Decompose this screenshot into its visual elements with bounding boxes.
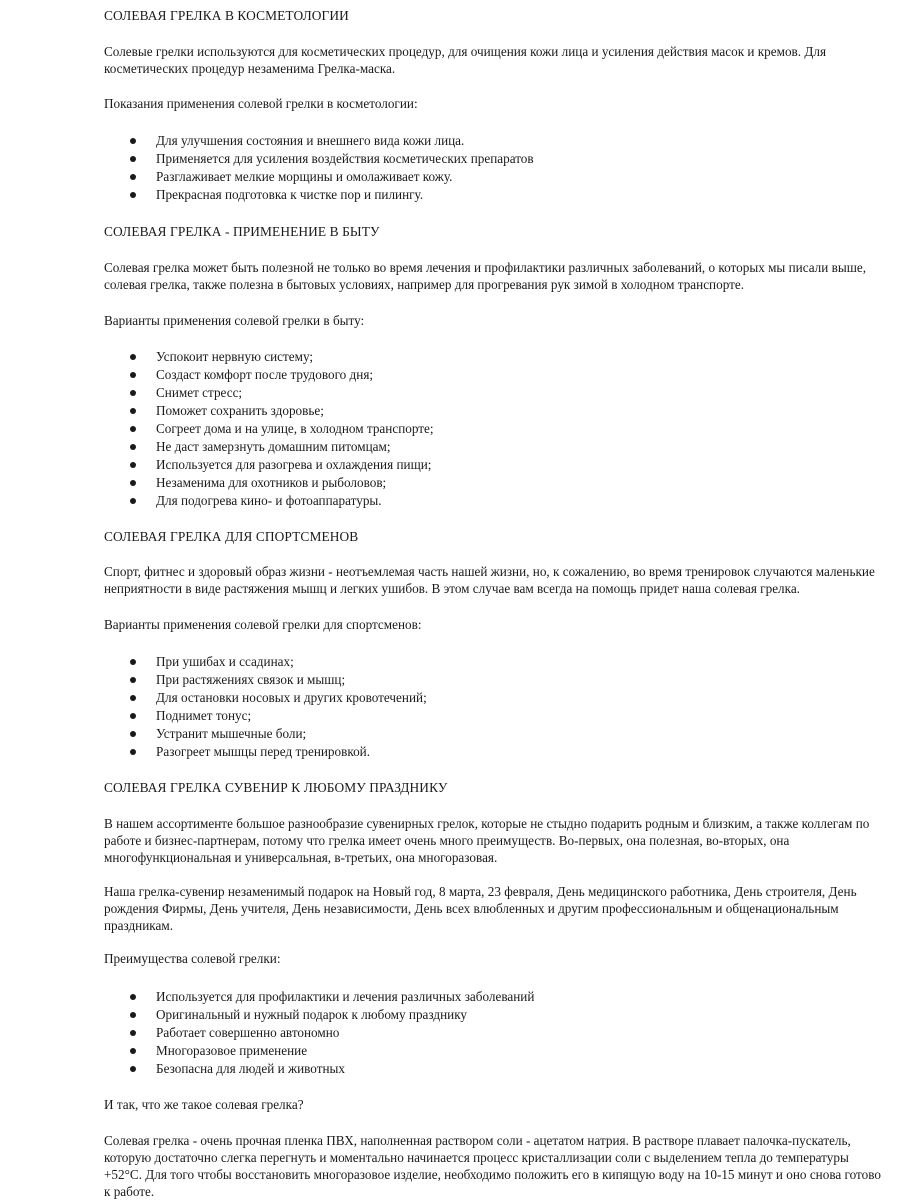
list-item bbox=[104, 1024, 534, 1042]
list-item-text: Поднимет тонус; bbox=[156, 708, 252, 723]
bullet-icon bbox=[130, 994, 136, 1000]
paragraph-what-is-answer: Солевая грелка - очень прочная пленка ПВХ, наполненная раствором соли - ацетатом натрия. В растворе плавает палочка-пускатель, которую достаточно слегка перегнуть и моментально начинается процесс кристаллизации соли с выделением тепла до температуры +52°С. Для того чтобы восстановить многоразовое изделие, необходимо положить его в кипящую воду на 10-15 минут и оно снова готово к работе. bbox=[104, 1133, 881, 1199]
list-item bbox=[104, 384, 434, 402]
section-title-sport: СОЛЕВАЯ ГРЕЛКА ДЛЯ СПОРТСМЕНОВ bbox=[104, 529, 359, 544]
list-item-text: Согреет дома и на улице, в холодном транспорте; bbox=[156, 421, 434, 436]
bullet-icon bbox=[130, 156, 136, 162]
list-item bbox=[104, 420, 434, 438]
bullet-icon bbox=[130, 426, 136, 432]
list-item-text: Для подогрева кино- и фотоаппаратуры. bbox=[156, 493, 382, 508]
bullet-icon bbox=[130, 713, 136, 719]
list-item bbox=[104, 653, 427, 671]
paragraph-souvenir-holidays: Наша грелка-сувенир незаменимый подарок на Новый год, 8 марта, 23 февраля, День медицинского работника, День строителя, День рождения Фирмы, День учителя, День независимости, День всех влюбленных и другим профессиональным и общенациональным праздникам. bbox=[104, 884, 857, 933]
bullet-icon bbox=[130, 462, 136, 468]
bullet-icon bbox=[130, 354, 136, 360]
list-item bbox=[104, 689, 427, 707]
list-caption-cosmetology: Показания применения солевой грелки в косметологии: bbox=[104, 96, 418, 111]
list-item-text: Разглаживает мелкие морщины и омолаживает кожу. bbox=[156, 169, 453, 184]
bullet-icon bbox=[130, 749, 136, 755]
bullet-icon bbox=[130, 659, 136, 665]
bullet-icon bbox=[130, 390, 136, 396]
list-item-text: Не даст замерзнуть домашним питомцам; bbox=[156, 439, 391, 454]
list-item-text: Используется для разогрева и охлаждения пищи; bbox=[156, 457, 432, 472]
list-item bbox=[104, 456, 434, 474]
list-item bbox=[104, 725, 427, 743]
list-household bbox=[104, 348, 434, 510]
list-item-text: Для улучшения состояния и внешнего вида кожи лица. bbox=[156, 133, 465, 148]
bullet-icon bbox=[130, 408, 136, 414]
list-item-text: Снимет стресс; bbox=[156, 385, 243, 400]
list-caption-household: Варианты применения солевой грелки в быту: bbox=[104, 313, 365, 328]
list-item bbox=[104, 988, 534, 1006]
bullet-icon bbox=[130, 174, 136, 180]
paragraph-sport-intro: Спорт, фитнес и здоровый образ жизни - неотъемлемая часть нашей жизни, но, к сожалению, во время тренировок случаются маленькие неприятности в виде растяжения мышц и легких ушибов. В этом случае вам всегда на помощь придет наша солевая грелка. bbox=[104, 564, 875, 596]
bullet-icon bbox=[130, 444, 136, 450]
list-item-text: Многоразовое применение bbox=[156, 1043, 308, 1058]
list-item bbox=[104, 474, 434, 492]
list-item-text: Работает совершенно автономно bbox=[156, 1025, 340, 1040]
bullet-icon bbox=[130, 1012, 136, 1018]
list-item bbox=[104, 186, 534, 204]
list-item-text: При ушибах и ссадинах; bbox=[156, 654, 294, 669]
list-item-text: Успокоит нервную систему; bbox=[156, 349, 314, 364]
paragraph-household-intro: Солевая грелка может быть полезной не только во время лечения и профилактики различных заболеваний, о которых мы писали выше, солевая грелка, также полезна в бытовых условиях, например для прогревания рук зимой в холодном транспорте. bbox=[104, 260, 867, 292]
paragraph-souvenir-intro: В нашем ассортименте большое разнообразие сувенирных грелок, которые не стыдно подарить родным и близким, а также коллегам по работе и бизнес-партнерам, потому что грелка имеет очень много преимуществ. Во-первых, она полезная, во-вторых, она многофункциональная и универсальная, в-третьих, она многоразовая. bbox=[104, 816, 870, 865]
list-caption-souvenir: Преимущества солевой грелки: bbox=[104, 951, 281, 966]
section-title-souvenir: СОЛЕВАЯ ГРЕЛКА СУВЕНИР К ЛЮБОМУ ПРАЗДНИКУ bbox=[104, 780, 448, 795]
list-item bbox=[104, 438, 434, 456]
list-item bbox=[104, 366, 434, 384]
bullet-icon bbox=[130, 1066, 136, 1072]
list-item-text: Безопасна для людей и животных bbox=[156, 1061, 345, 1076]
bullet-icon bbox=[130, 1030, 136, 1036]
list-item-text: Оригинальный и нужный подарок к любому празднику bbox=[156, 1007, 468, 1022]
list-item bbox=[104, 150, 534, 168]
bullet-icon bbox=[130, 1048, 136, 1054]
list-item bbox=[104, 402, 434, 420]
list-item bbox=[104, 132, 534, 150]
list-item bbox=[104, 348, 434, 366]
paragraph-cosmetology-intro: Солевые грелки используются для косметических процедур, для очищения кожи лица и усиления действия масок и кремов. Для косметических процедур незаменима Грелка-маска. bbox=[104, 44, 827, 76]
list-item bbox=[104, 707, 427, 725]
bullet-icon bbox=[130, 192, 136, 198]
section-title-cosmetology: СОЛЕВАЯ ГРЕЛКА В КОСМЕТОЛОГИИ bbox=[104, 8, 349, 23]
list-item bbox=[104, 1060, 534, 1078]
list-souvenir bbox=[104, 988, 534, 1078]
list-item bbox=[104, 671, 427, 689]
list-item-text: Поможет сохранить здоровье; bbox=[156, 403, 324, 418]
list-sport bbox=[104, 653, 427, 761]
section-title-household: СОЛЕВАЯ ГРЕЛКА - ПРИМЕНЕНИЕ В БЫТУ bbox=[104, 224, 380, 239]
bullet-icon bbox=[130, 498, 136, 504]
list-item-text: Применяется для усиления воздействия косметических препаратов bbox=[156, 151, 534, 166]
list-item bbox=[104, 492, 434, 510]
bullet-icon bbox=[130, 372, 136, 378]
list-item-text: Для остановки носовых и других кровотечений; bbox=[156, 690, 427, 705]
bullet-icon bbox=[130, 480, 136, 486]
bullet-icon bbox=[130, 695, 136, 701]
list-item bbox=[104, 1006, 534, 1024]
list-item-text: Создаст комфорт после трудового дня; bbox=[156, 367, 374, 382]
list-item-text: При растяжениях связок и мышц; bbox=[156, 672, 346, 687]
list-item bbox=[104, 168, 534, 186]
list-item-text: Разогреет мышцы перед тренировкой. bbox=[156, 744, 371, 759]
list-item bbox=[104, 1042, 534, 1060]
list-caption-sport: Варианты применения солевой грелки для спортсменов: bbox=[104, 617, 422, 632]
list-cosmetology bbox=[104, 132, 534, 204]
bullet-icon bbox=[130, 677, 136, 683]
list-item bbox=[104, 743, 427, 761]
bullet-icon bbox=[130, 731, 136, 737]
list-item-text: Устранит мышечные боли; bbox=[156, 726, 307, 741]
question-what-is: И так, что же такое солевая грелка? bbox=[104, 1097, 304, 1112]
list-item-text: Используется для профилактики и лечения различных заболеваний bbox=[156, 989, 535, 1004]
list-item-text: Незаменима для охотников и рыболовов; bbox=[156, 475, 387, 490]
bullet-icon bbox=[130, 138, 136, 144]
list-item-text: Прекрасная подготовка к чистке пор и пилингу. bbox=[156, 187, 424, 202]
